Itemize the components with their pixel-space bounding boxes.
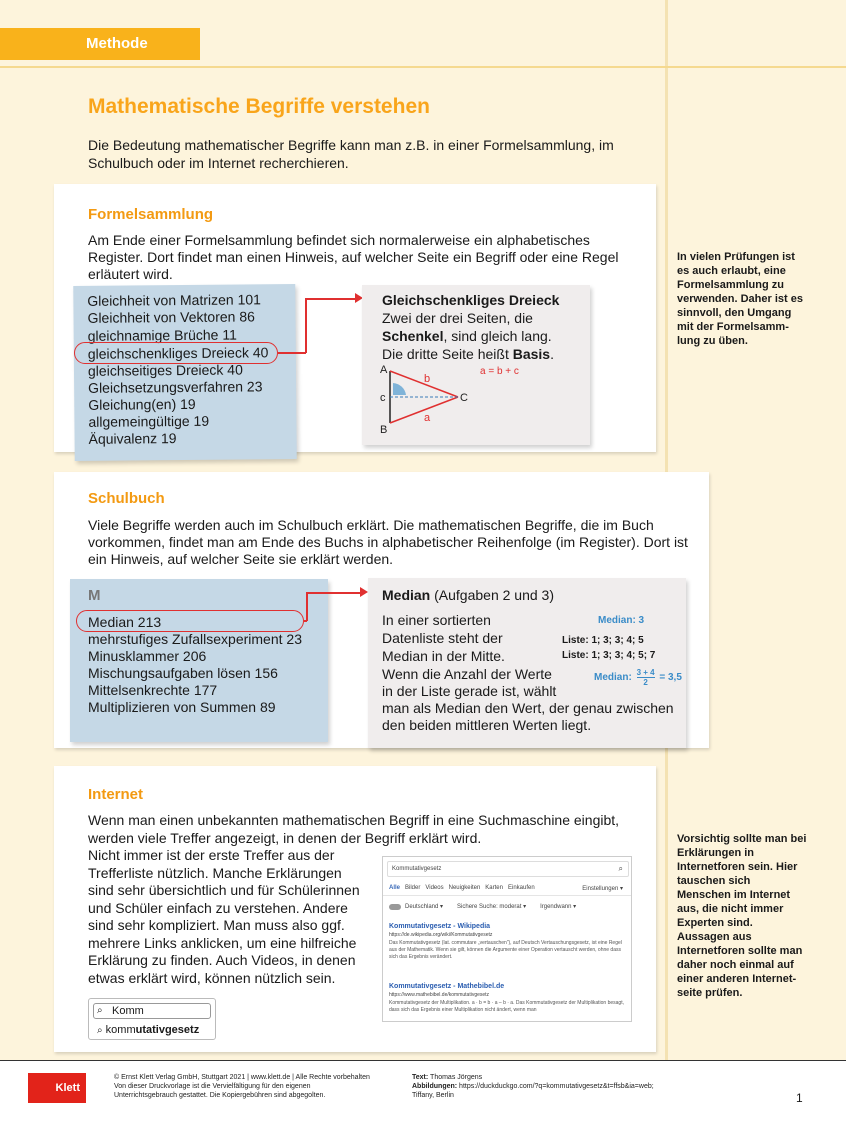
tab-maps[interactable]: Karten xyxy=(485,885,503,891)
credits-label: Abbildungen: xyxy=(412,1083,458,1090)
credits xyxy=(412,1073,712,1100)
text-line: Trefferliste nützlich. Manche Erklärungen xyxy=(88,864,342,881)
median-label: Median: xyxy=(594,672,632,684)
search-result[interactable] xyxy=(389,923,625,961)
autocomplete-box xyxy=(88,998,216,1040)
entry-line: Datenliste steht der xyxy=(382,630,503,646)
copyright-line: Unterrichtsgebrauch gestattet. Die Kopiergebühren sind abgegolten. xyxy=(114,1092,326,1099)
entry-text: . xyxy=(550,346,554,362)
entry-line: in der Liste gerade ist, wählt xyxy=(382,683,557,699)
register-entry: Äquivalenz 19 xyxy=(88,430,177,447)
autocomplete-input[interactable] xyxy=(93,1003,211,1019)
search-tabs xyxy=(389,885,535,891)
credits-value: Thomas Jörgens xyxy=(428,1074,483,1081)
register-entry: mehrstufiges Zufallsexperiment 23 xyxy=(88,631,302,647)
klett-logo: Klett xyxy=(28,1073,86,1103)
text-line: sind sehr übersichtlich und für Schülerinnen xyxy=(88,882,360,898)
formelsammlung-entry xyxy=(362,285,590,445)
connector-line xyxy=(306,592,362,594)
register-entry: Gleichung(en) 19 xyxy=(88,395,196,413)
search-results-screenshot xyxy=(382,856,632,1022)
page-title: Mathematische Begriffe verstehen xyxy=(88,95,430,118)
copyright-line: Von dieser Druckvorlage ist die Vervielfältigung für den eigenen xyxy=(114,1083,311,1090)
label-a: a xyxy=(424,412,431,424)
entry-text: Die dritte Seite heißt xyxy=(382,346,513,362)
triangle-diagram xyxy=(362,363,590,443)
entry-line: man als Median den Wert, der genau zwischen xyxy=(382,700,674,716)
text-line: etwas erklärt wird, können nützlich sein. xyxy=(88,969,336,986)
search-icon: ⌕ xyxy=(97,1025,103,1036)
label-b: b xyxy=(424,373,431,385)
label-C: C xyxy=(460,392,468,404)
entry-line: Wenn die Anzahl der Werte xyxy=(382,666,552,682)
tab-videos[interactable]: Videos xyxy=(425,885,444,891)
search-filters xyxy=(389,903,576,910)
result-title[interactable]: Kommutativgesetz - Mathebibel.de xyxy=(389,983,505,990)
formelsammlung-text: Am Ende einer Formelsammlung befindet sich normalerweise ein alphabetisches Register. Dort findet man einen Hinweis, auf welcher Seite ein Begriff oder eine Regel erläutert wird. xyxy=(88,232,619,282)
suggestion-text: komm xyxy=(105,1024,136,1036)
connector-line xyxy=(305,298,357,300)
text-line: Wenn man einen unbekannten mathematischen Begriff in eine Suchmaschine eingibt, xyxy=(88,812,620,828)
text-line: und Schüler einfach zu verstehen. Andere xyxy=(88,899,348,916)
register-entry: Mischungsaufgaben lösen 156 xyxy=(88,665,278,681)
search-icon[interactable]: ⌕ xyxy=(618,864,623,873)
copyright xyxy=(114,1073,384,1100)
formelsammlung-heading: Formelsammlung xyxy=(88,206,214,223)
result-snippet: Kommutativgesetz der Multiplikation. a · b = b · a – b · a. Das Kommutativgesetz der Multiplikation besagt, dass sich das Ergebnis einer Multiplikation nicht ändert, wenn man xyxy=(389,1000,624,1013)
search-bar[interactable] xyxy=(387,861,629,877)
margin-note: In vielen Prüfungen ist es auch erlaubt, eine Formelsammlung zu verwenden. Daher ist es sinnvoll, den Umgang mit der Formelsamm-lung zu üben. xyxy=(677,251,803,347)
entry-line xyxy=(382,327,552,345)
arrow-head-icon xyxy=(360,587,368,597)
connector-line xyxy=(278,352,306,354)
result-url: https://www.mathebibel.de/kommutativgesetz xyxy=(389,992,490,998)
method-badge: Methode xyxy=(0,28,200,60)
credits-line xyxy=(412,1082,712,1091)
tab-news[interactable]: Neuigkeiten xyxy=(448,885,481,891)
entry-bold: Median xyxy=(382,587,431,603)
margin-note: Vorsichtig sollte man bei Erklärungen in Internetforen sein. Hier tauschen sich Menschen im Internet aus, die nicht immer Experten sind. Aussagen aus Internetforen sollte man daher noch einmal auf einer anderen Internet-seite prüfen. xyxy=(677,833,807,999)
internet-heading: Internet xyxy=(88,786,144,803)
page-number: 1 xyxy=(796,1091,803,1105)
entry-line: den beiden mittleren Werten liegt. xyxy=(382,717,592,733)
register-entry: Mittelsenkrechte 177 xyxy=(88,682,218,698)
schulbuch-register xyxy=(70,579,328,742)
register-letter: M xyxy=(88,587,101,604)
filter-region[interactable]: Deutschland ▾ xyxy=(405,904,444,910)
entry-line: Zwei der drei Seiten, die xyxy=(382,310,533,326)
schulbuch-heading: Schulbuch xyxy=(88,490,165,507)
search-query: Kommutativgesetz xyxy=(392,866,442,872)
tabs-divider xyxy=(383,895,631,896)
search-icon: ⌕ xyxy=(97,1005,103,1016)
list-example: Liste: 1; 3; 3; 4; 5 xyxy=(562,635,644,646)
tab-all[interactable]: Alle xyxy=(389,885,401,891)
angle-mark xyxy=(393,383,406,395)
text-line: sind sehr kompliziert. Man muss also ggf. xyxy=(88,917,345,933)
toggle-switch[interactable] xyxy=(389,904,401,910)
register-entry: gleichseitiges Dreieck 40 xyxy=(87,361,243,379)
fraction-denominator: 2 xyxy=(643,678,648,687)
credits-label: Text: xyxy=(412,1074,429,1081)
credits-line xyxy=(412,1073,712,1082)
entry-title xyxy=(382,586,554,604)
entry-line: In einer sortierten xyxy=(382,612,491,628)
header-rule xyxy=(0,66,846,68)
highlight-oval xyxy=(76,610,304,632)
register-entry: Multiplizieren von Summen 89 xyxy=(88,699,276,715)
label-A: A xyxy=(380,364,388,376)
median-example: Median: 3 xyxy=(598,615,645,626)
entry-line: Median in der Mitte. xyxy=(382,648,505,664)
page-footer xyxy=(0,1060,846,1128)
result-title[interactable]: Kommutativgesetz - Wikipedia xyxy=(389,923,491,930)
autocomplete-suggestion[interactable] xyxy=(97,1024,199,1036)
text-line: Nicht immer ist der erste Treffer aus der xyxy=(88,847,335,863)
credits-line: Tiffany, Berlin xyxy=(412,1092,454,1099)
search-result[interactable] xyxy=(389,983,625,1014)
entry-bold: Schenkel xyxy=(382,328,444,344)
result-url: https://de.wikipedia.org/wiki/Kommutativgesetz xyxy=(389,932,493,938)
register-entry: allgemeingültige 19 xyxy=(88,412,210,430)
label-B: B xyxy=(380,424,388,436)
filter-safesearch[interactable]: Sichere Suche: moderat ▾ xyxy=(457,904,527,910)
entry-title: Gleichschenkliges Dreieck xyxy=(382,292,560,308)
median-fraction xyxy=(594,668,682,687)
text-line: werden viele Treffer angezeigt, in denen der Begriff erklärt wird. xyxy=(88,829,482,846)
result-snippet: Das Kommutativgesetz (lat. commutare „vertauschen“), auf Deutsch Vertauschungsgesetz, ist eine Regel aus der Mathematik. Wenn sie gilt, können die Argumente einer Operation vertauscht werden, ohne dass sich das Ergebnis verändert. xyxy=(389,940,622,960)
text-line: mehrere Links anklicken, um eine hilfreiche xyxy=(88,934,357,951)
formula: a = b + c xyxy=(480,366,519,377)
filter-time[interactable]: Irgendwann ▾ xyxy=(540,904,577,910)
register-entry: gleichnamige Brüche 11 xyxy=(87,326,237,344)
connector-line xyxy=(306,592,308,621)
highlight-oval xyxy=(74,342,278,364)
register-entry: Minusklammer 206 xyxy=(88,648,207,664)
median-result: = 3,5 xyxy=(659,672,682,684)
tab-shopping[interactable]: Einkaufen xyxy=(507,885,535,891)
register-entry: Gleichheit von Matrizen 101 xyxy=(87,291,261,309)
copyright-line: © Ernst Klett Verlag GmbH, Stuttgart 2021 | www.klett.de | Alle Rechte vorbehalten xyxy=(114,1074,370,1081)
fraction xyxy=(637,668,655,687)
register-entry: Median 213 xyxy=(88,614,162,630)
register-entry: gleichschenkliges Dreieck 40 xyxy=(87,344,269,362)
schulbuch-entry xyxy=(368,578,686,748)
list-example: Liste: 1; 3; 3; 4; 5; 7 xyxy=(562,650,656,661)
entry-text: (Aufgaben 2 und 3) xyxy=(430,587,554,603)
schulbuch-text: Viele Begriffe werden auch im Schulbuch erklärt. Die mathematischen Begriffe, die im Buch vorkommen, findet man am Ende des Buchs in alphabetischer Reihenfolge (im Register). Dort ist ein Hinweis, auf welcher Seite sie erklärt werden. xyxy=(88,517,688,567)
settings-button[interactable]: Einstellungen ▾ xyxy=(582,886,623,892)
register-entry: Gleichsetzungsverfahren 23 xyxy=(88,378,263,396)
suggestion-bold: utativgesetz xyxy=(135,1024,200,1036)
entry-text: , sind gleich lang. xyxy=(443,328,552,344)
credits-value: https://duckduckgo.com/?q=kommutativgesetz&t=ffsb&ia=web; xyxy=(457,1083,654,1090)
register-entry: Gleichheit von Vektoren 86 xyxy=(87,308,255,326)
intro-text: Die Bedeutung mathematischer Begriffe kann man z.B. in einer Formelsammlung, im Schulbuch oder im Internet recherchieren. xyxy=(88,137,614,171)
autocomplete-query: Komm xyxy=(112,1005,144,1017)
entry-line xyxy=(382,345,554,363)
formelsammlung-register xyxy=(73,284,297,461)
connector-line xyxy=(305,298,307,353)
text-line: Erklärung zu finden. Auch Videos, in denen xyxy=(88,952,356,968)
tab-images[interactable]: Bilder xyxy=(405,885,421,891)
entry-bold: Basis xyxy=(512,346,551,362)
label-c: c xyxy=(380,392,386,404)
fraction-numerator: 3 + 4 xyxy=(636,668,655,677)
